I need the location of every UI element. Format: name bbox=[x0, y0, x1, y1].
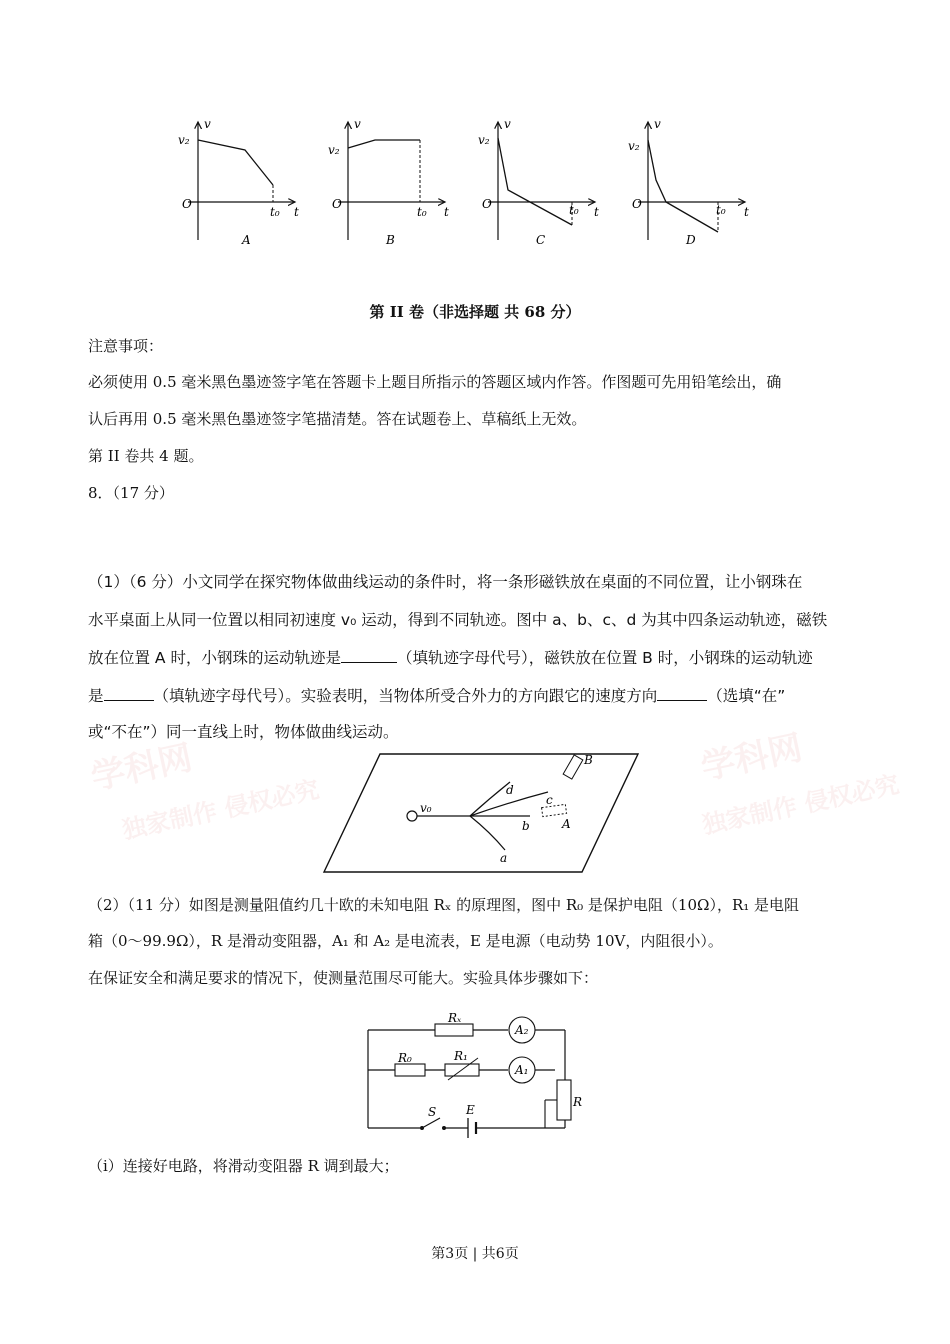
notes-line-1: 必须使用 0.5 毫米黑色墨迹签字笔在答题卡上题目所指示的答题区域内作答。作图题可先用铅笔绘出，确 bbox=[88, 373, 782, 391]
t0-label: t₀ bbox=[417, 205, 427, 219]
notes-heading: 注意事项： bbox=[88, 337, 164, 355]
graph-b-caption: B bbox=[386, 233, 395, 247]
graph-a-caption: A bbox=[242, 233, 251, 247]
t0-label: t₀ bbox=[716, 203, 726, 217]
part1-line-3-b: （填轨迹字母代号），磁铁放在位置 B 时，小钢珠的运动轨迹 bbox=[396, 649, 813, 667]
magnet-b-label: B bbox=[584, 753, 593, 767]
axis-v-label: v bbox=[204, 117, 211, 131]
velocity-time-graphs bbox=[170, 110, 770, 260]
graph-c bbox=[478, 117, 599, 247]
part2-line-2: 箱（0～99.9Ω），R 是滑动变阻器，A₁ 和 A₂ 是电流表，E 是电源（电动势 10V，内阻很小）。 bbox=[88, 932, 723, 950]
magnet-a-label: A bbox=[562, 817, 571, 831]
axis-v-label: v bbox=[654, 117, 661, 131]
answer-blank-b[interactable] bbox=[104, 686, 154, 701]
section-title: 第 II 卷（非选择题 共 68 分） bbox=[369, 303, 581, 321]
v2-label: v₂ bbox=[328, 143, 340, 157]
axis-t-label: t bbox=[594, 205, 599, 219]
part1-line-4-c: （选填“在” bbox=[707, 687, 786, 705]
r1-label: R₁ bbox=[454, 1049, 468, 1063]
part1-line-1: （1）（6 分）小文同学在探究物体做曲线运动的条件时，将一条形磁铁放在桌面的不同位置，让小钢珠在 bbox=[88, 573, 803, 591]
origin-label: O bbox=[182, 197, 192, 211]
v2-label: v₂ bbox=[178, 133, 190, 147]
origin-label: O bbox=[632, 197, 642, 211]
page-footer: 第3页 | 共6页 bbox=[431, 1246, 519, 1262]
question-8-heading: 8．（17 分） bbox=[88, 484, 174, 502]
watermark: 独家制作 侵权必究 bbox=[119, 775, 322, 845]
part2-line-1: （2）（11 分）如图是测量阻值约几十欧的未知电阻 Rₓ 的原理图，图中 R₀ 是保护电阻（10Ω），R₁ 是电阻 bbox=[88, 896, 800, 914]
graph-b bbox=[328, 117, 449, 247]
part2-line-3: 在保证安全和满足要求的情况下，使测量范围尽可能大。实验具体步骤如下： bbox=[88, 969, 599, 987]
s-label: S bbox=[428, 1105, 437, 1119]
watermark: 学科网 bbox=[697, 727, 806, 789]
a1-label: A₁ bbox=[515, 1063, 529, 1077]
r0-label: R₀ bbox=[398, 1051, 412, 1065]
part1-line-4-a: 是 bbox=[88, 687, 104, 705]
trajectory-figure bbox=[320, 752, 640, 874]
t0-label: t₀ bbox=[270, 205, 280, 219]
axis-t-label: t bbox=[744, 205, 749, 219]
trajectory-b-label: b bbox=[522, 819, 530, 833]
graph-c-caption: C bbox=[536, 233, 546, 247]
t0-label: t₀ bbox=[569, 203, 579, 217]
graph-d-caption: D bbox=[686, 233, 696, 247]
trajectory-c-label: c bbox=[546, 793, 553, 807]
part1-line-3 bbox=[88, 648, 813, 668]
axis-t-label: t bbox=[444, 205, 449, 219]
part1-line-4 bbox=[88, 686, 785, 706]
answer-blank-c[interactable] bbox=[657, 686, 707, 701]
origin-label: O bbox=[482, 197, 492, 211]
circuit-diagram bbox=[360, 1010, 590, 1145]
axis-t-label: t bbox=[294, 205, 299, 219]
rx-label: Rₓ bbox=[448, 1011, 462, 1025]
graph-a bbox=[178, 117, 299, 247]
origin-label: O bbox=[332, 197, 342, 211]
axis-v-label: v bbox=[504, 117, 511, 131]
trajectory-d-label: d bbox=[506, 783, 514, 797]
a2-label: A₂ bbox=[515, 1023, 529, 1037]
graph-d bbox=[628, 117, 749, 247]
watermark: 独家制作 侵权必究 bbox=[699, 770, 902, 840]
e-label: E bbox=[466, 1103, 475, 1117]
axis-v-label: v bbox=[354, 117, 361, 131]
watermark: 学科网 bbox=[87, 737, 196, 799]
part1-line-5: 或“不在”）同一直线上时，物体做曲线运动。 bbox=[88, 723, 399, 741]
step-1: （i）连接好电路，将滑动变阻器 R 调到最大； bbox=[88, 1157, 399, 1175]
v2-label: v₂ bbox=[478, 133, 490, 147]
part1-line-2: 水平桌面上从同一位置以相同初速度 v₀ 运动，得到不同轨迹。图中 a、b、c、d 为其中四条运动轨迹，磁铁 bbox=[88, 611, 828, 629]
part1-line-3-a: 放在位置 A 时，小钢珠的运动轨迹是 bbox=[88, 649, 341, 667]
v2-label: v₂ bbox=[628, 139, 640, 153]
trajectory-a-label: a bbox=[500, 851, 508, 865]
part1-line-4-b: （填轨迹字母代号）。实验表明，当物体所受合外力的方向跟它的速度方向 bbox=[153, 687, 658, 705]
answer-blank-a[interactable] bbox=[341, 648, 397, 663]
v0-label: v₀ bbox=[420, 801, 432, 815]
notes-line-2: 认后再用 0.5 毫米黑色墨迹签字笔描清楚。答在试题卷上、草稿纸上无效。 bbox=[88, 410, 587, 428]
r-label: R bbox=[573, 1095, 583, 1109]
count-line: 第 II 卷共 4 题。 bbox=[88, 447, 204, 465]
